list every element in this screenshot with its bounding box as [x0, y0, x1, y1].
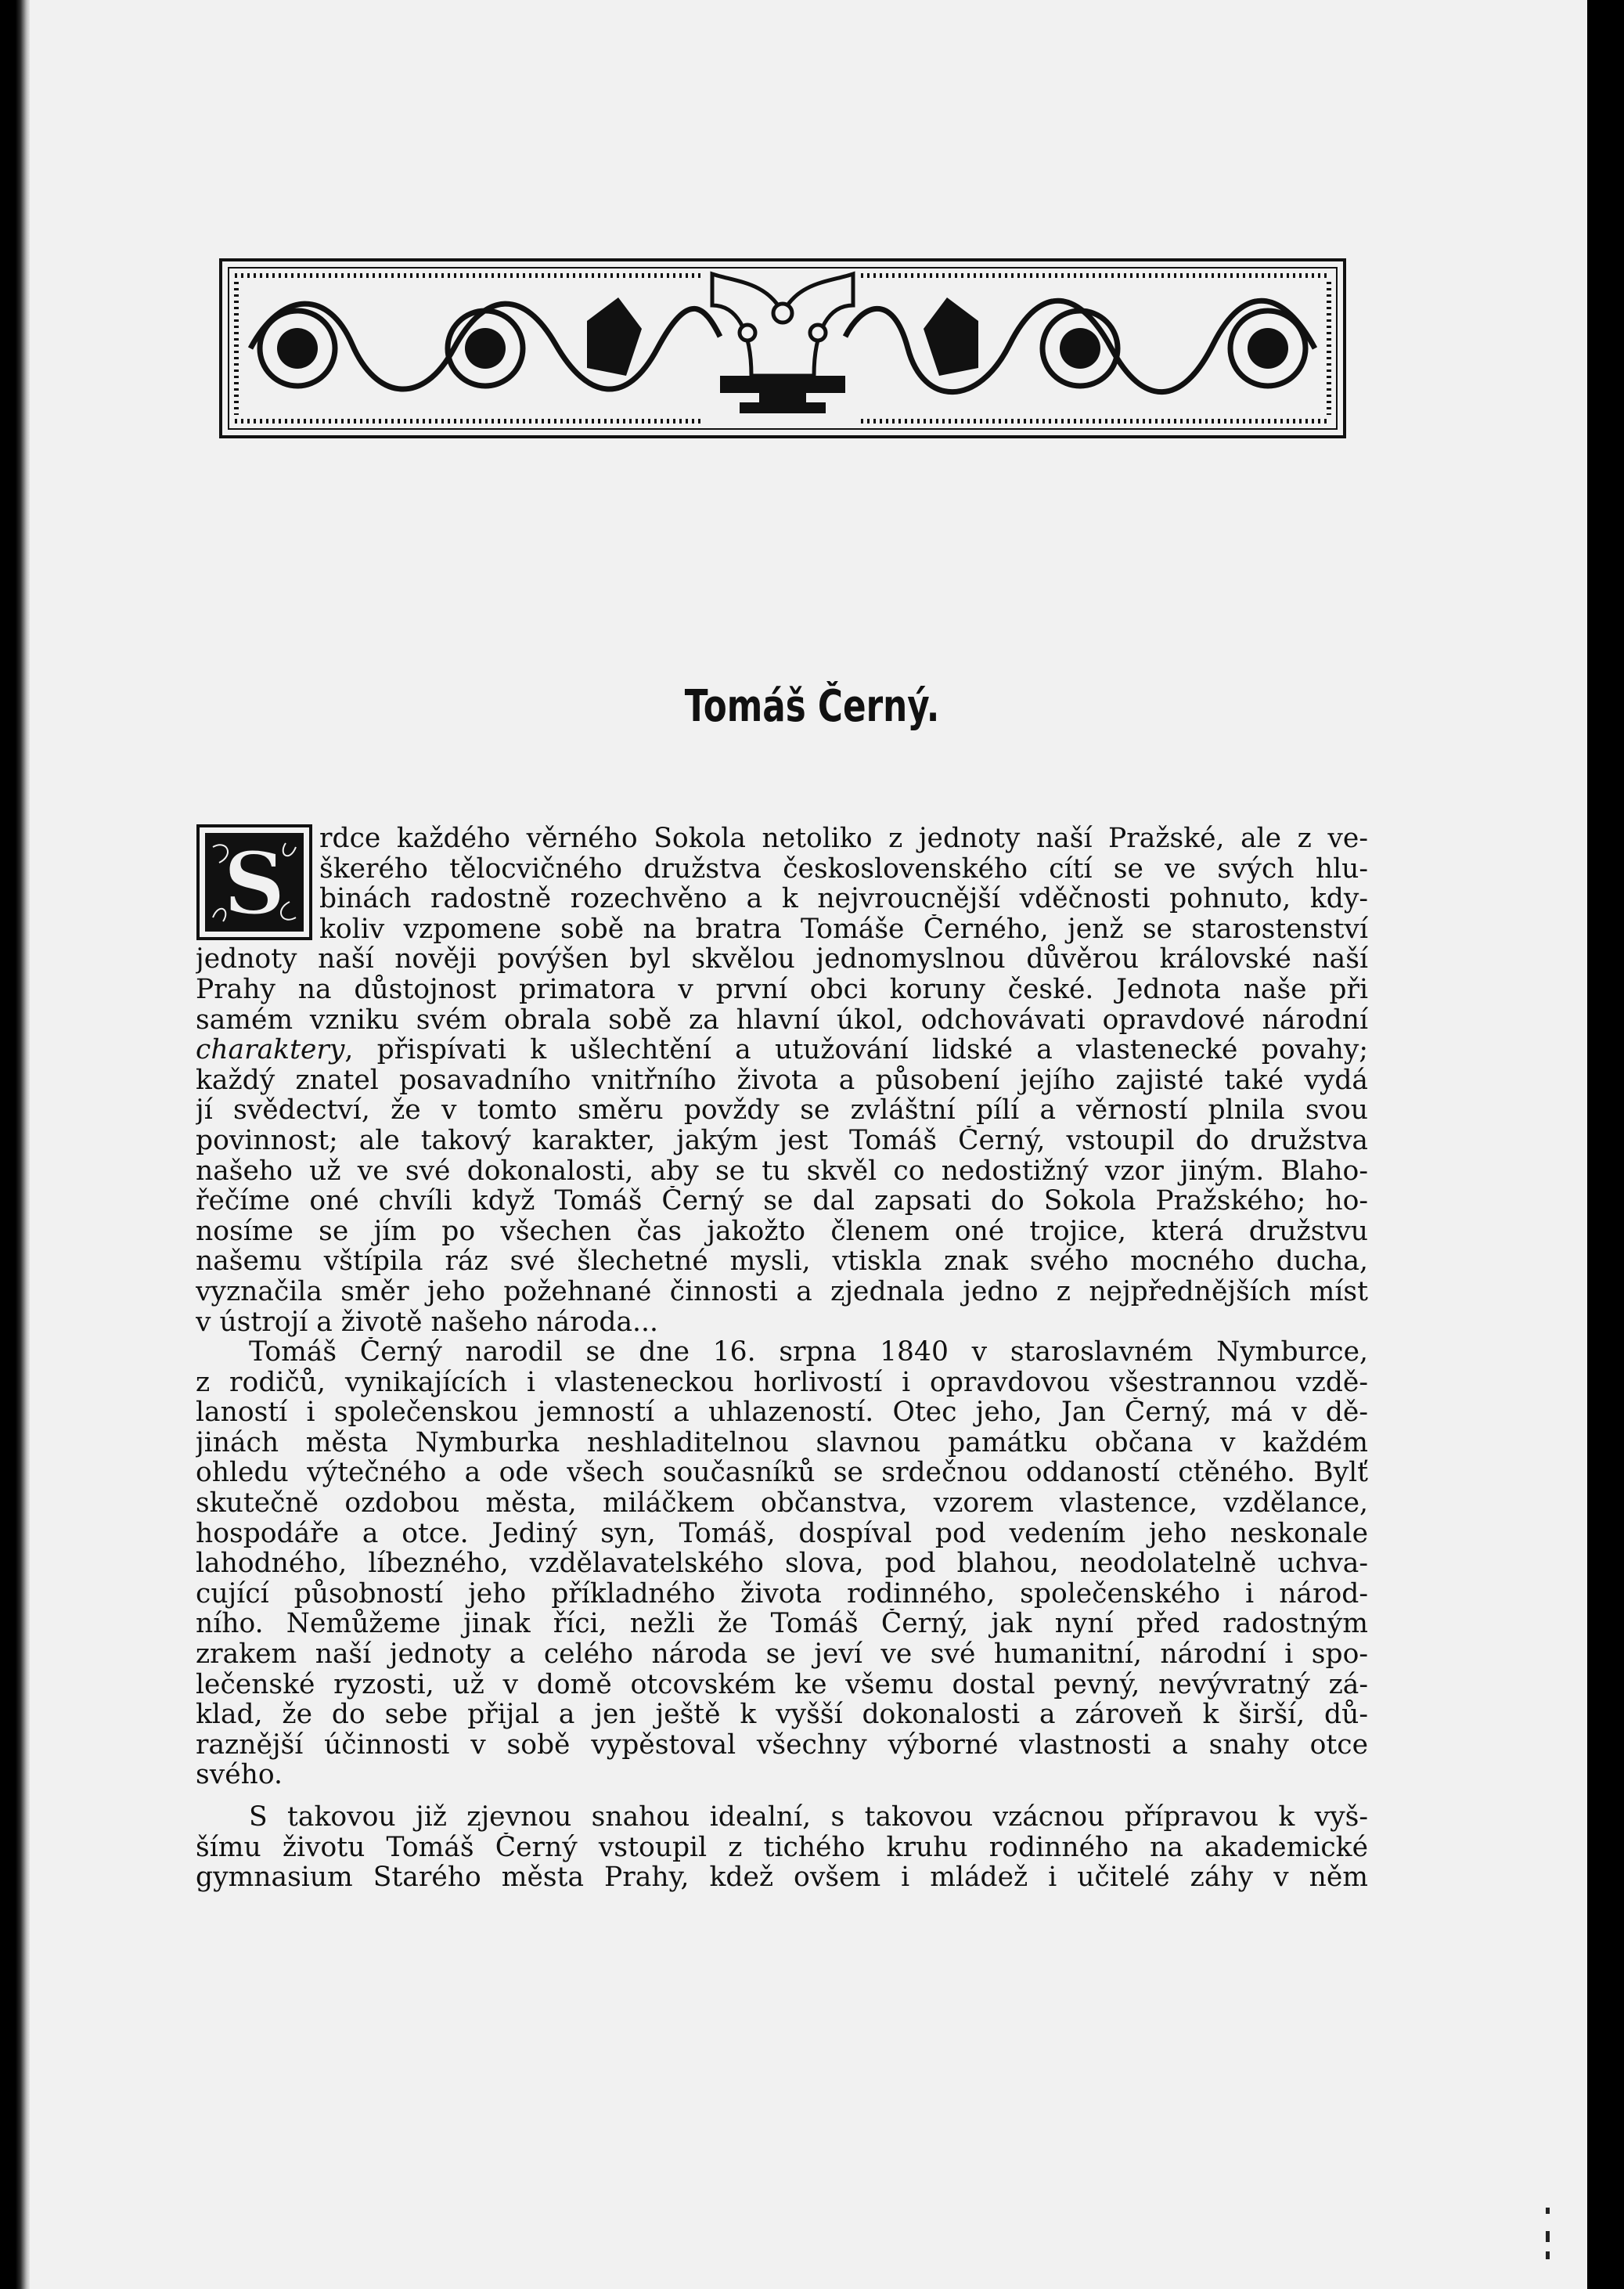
text-line: koliv vzpomene sobě na bratra Tomáše Černého, jenž se starostenství	[319, 914, 1368, 945]
ornamental-headpiece	[219, 258, 1346, 438]
text-line: S takovou již zjevnou snahou idealní, s takovou vzácnou přípravou k vyš-	[249, 1802, 1368, 1833]
text-line: samém vzniku svém obrala sobě za hlavní úkol, odchovávati opravdové národní	[196, 1004, 1368, 1036]
text-line: binách radostně rozechvěno a k nejvroucnější vděčnosti pohnuto, kdy-	[319, 884, 1368, 914]
text-line: skutečně ozdobou města, miláčkem občanstva, vzorem vlastence, vzdělance,	[196, 1487, 1368, 1519]
page-title: Tomáš Černý.	[684, 681, 940, 732]
text-line	[196, 1035, 1368, 1065]
text-line: z rodičů, vynikajících i vlasteneckou horlivostí i opravdovou všestrannou vzdě-	[196, 1367, 1368, 1398]
text-line: Tomáš Černý narodil se dne 16. srpna 1840 v staroslavném Nymburce,	[249, 1337, 1368, 1368]
page-speck	[1546, 2231, 1550, 2242]
text-line: povinnost; ale takový karakter, jakým jest Tomáš Černý, vstoupil do družstva	[196, 1125, 1368, 1156]
text-line: lahodného, líbezného, vzdělavatelského slova, pod blahou, neodolatelně uchva-	[196, 1548, 1368, 1579]
text-line: našeho už ve své dokonalosti, aby se tu skvěl co nedostižný vzor jiným. Blaho-	[196, 1155, 1368, 1187]
left-page-edge	[0, 0, 30, 2289]
drop-cap-letter: S	[223, 833, 286, 934]
text-line: každý znatel posavadního vnitřního života a působení jejího zajisté také vydá	[196, 1065, 1368, 1096]
text-line: klad, že do sebe přijal a jen ještě k vyšší dokonalosti a zároveň k širší, dů-	[196, 1700, 1368, 1730]
text-line: šímu životu Tomáš Černý vstoupil z tichého kruhu rodinného na akademické	[196, 1832, 1368, 1863]
italic-word: charaktery	[196, 1035, 345, 1065]
text-line: raznější účinnosti v sobě vypěstoval všechny výborné vlastnosti a snahy otce	[196, 1729, 1368, 1761]
text-line: nosíme se jím po všechen čas jakožto členem oné trojice, která družstvu	[196, 1216, 1368, 1247]
body-paragraph-2	[196, 1337, 1368, 1790]
text-line: lečenské ryzosti, už v domě otcovském ke všemu dostal pevný, nevývratný zá-	[196, 1669, 1368, 1700]
text-line: hospodáře a otce. Jediný syn, Tomáš, dospíval pod vedením jeho neskonale	[196, 1518, 1368, 1549]
body-paragraph-3	[196, 1802, 1368, 1893]
text-line: svého.	[196, 1760, 283, 1790]
text-line: gymnasium Starého města Prahy, kdež ovšem i mládež i učitelé záhy v něm	[196, 1862, 1368, 1893]
text-line: řečíme oné chvíli když Tomáš Černý se dal zapsati do Sokola Pražského; ho-	[196, 1186, 1368, 1217]
right-page-edge	[1587, 0, 1624, 2289]
text-line: cující působností jeho příkladného života rodinného, společenského i národ-	[196, 1578, 1368, 1610]
text-line-content: charaktery, přispívati k ušlechtění a utužování lidské a vlastenecké povahy;	[196, 1035, 1368, 1065]
text-line: laností i společenskou jemností a uhlazeností. Otec jeho, Jan Černý, má v dě-	[196, 1397, 1368, 1428]
text-line: rdce každého věrného Sokola netoliko z jednoty naší Pražské, ale z ve-	[319, 824, 1368, 854]
text-line: ního. Nemůžeme jinak říci, nežli že Tomáš Černý, jak nyní před radostným	[196, 1609, 1368, 1639]
text-line: ohledu výtečného a ode všech současníků se srdečnou oddaností ctěného. Bylť	[196, 1458, 1368, 1488]
page-speck	[1546, 2208, 1550, 2214]
text-line: jednoty naší nověji povýšen byl skvělou jednomyslnou důvěrou královské naší	[196, 944, 1368, 975]
text-line: vyznačila směr jeho požehnané činnosti a zjednala jedno z nejpřednějších míst	[196, 1276, 1368, 1307]
text-line: škerého tělocvičného družstva československého cítí se ve svých hlu-	[319, 853, 1368, 885]
text-line: v ústrojí a životě našeho národa...	[196, 1307, 658, 1338]
body-paragraph-1	[196, 824, 1368, 1337]
page-speck	[1546, 2251, 1550, 2259]
text-line: našemu vštípila ráz své šlechetné mysli, vtiskla znak svého mocného ducha,	[196, 1246, 1368, 1277]
text-line: jinách města Nymburka neshladitelnou slavnou památku občana v každém	[196, 1427, 1368, 1458]
text-line: Prahy na důstojnost primatora v první obci koruny české. Jednota naše při	[196, 974, 1368, 1005]
text-line: zrakem naší jednoty a celého národa se jeví ve své humanitní, národní i spo-	[196, 1638, 1368, 1670]
text-line: jí svědectví, že v tomto směru povždy se zvláštní pílí a věrností plnila svou	[196, 1095, 1368, 1126]
